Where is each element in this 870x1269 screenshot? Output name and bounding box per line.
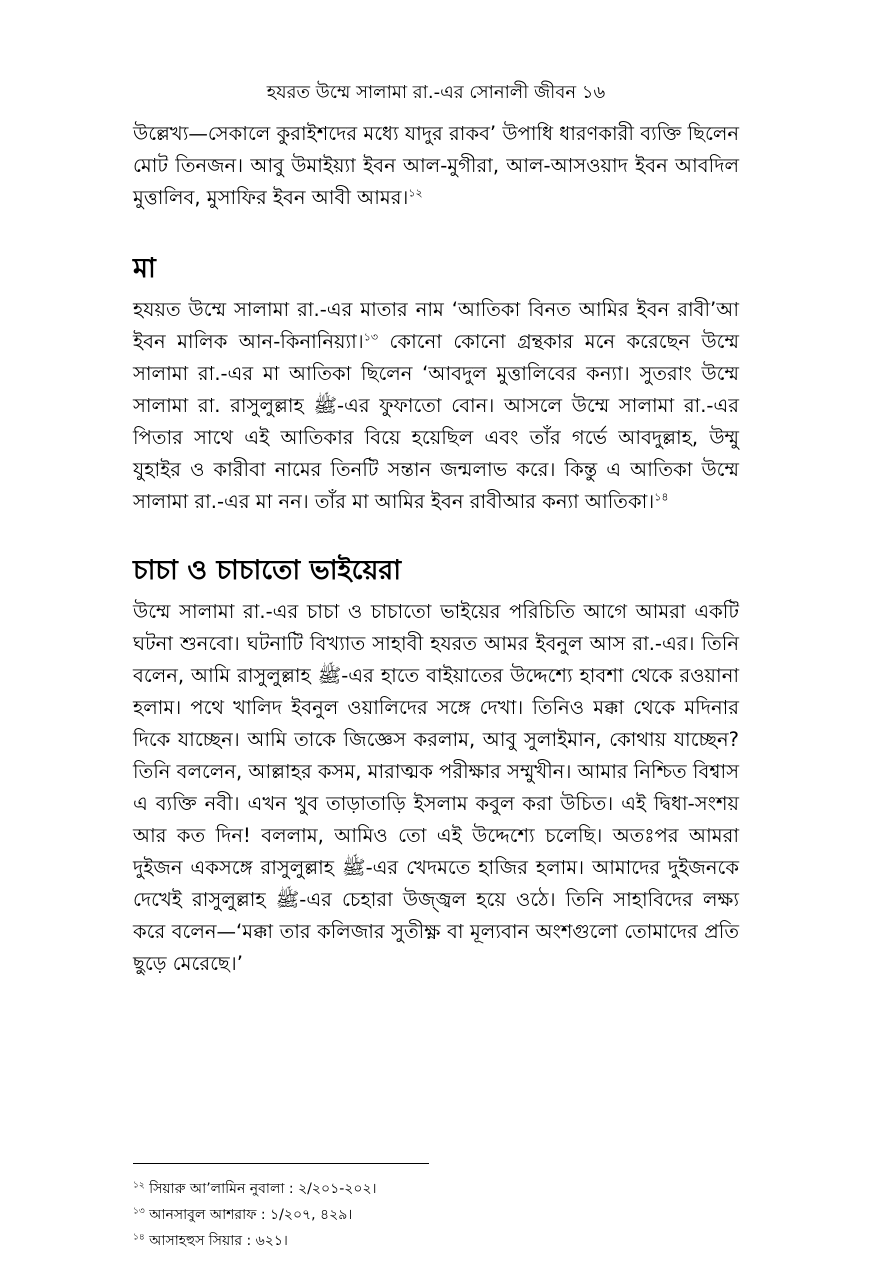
uncles-paragraph: উম্মে সালামা রা.-এর চাচা ও চাচাতো ভাইয়ের পরিচিতি আগে আমরা একটি ঘটনা শুনবো। ঘটনাটি বিখ্যাত সাহাবী হযরত আমর ইবনুল আস রা.-এর। তিনি বলেন, আমি রাসুলুল্লাহ ﷺ-এর হাতে বাইয়াতের উদ্দেশ্যে হাবশা থেকে রওয়ানা হলাম। পথে খালিদ ইবনুল ওয়ালিদের সঙ্গে দেখা। তিনিও মক্কা থেকে মদিনার দিকে যাচ্ছেন। আমি তাকে জিজ্ঞেস করলাম, আবু সুলাইমান, কোথায় যাচ্ছেন? তিনি বললেন, আল্লাহর কসম, মারাত্মক পরীক্ষার সম্মুখীন। আমার নিশ্চিত বিশ্বাস এ ব্যক্তি নবী। এখন খুব তাড়াতাড়ি ইসলাম কবুল করা উচিত। এই দ্বিধা-সংশয় আর কত দিন! বললাম, আমিও তো এই উদ্দেশ্যে চলেছি। অতঃপর আমরা দুইজন একসঙ্গে রাসুলুল্লাহ ﷺ-এর খেদমতে হাজির হলাম। আমাদের দুইজনকে দেখেই রাসুলুল্লাহ ﷺ-এর চেহারা উজ্জ্বল হয়ে ওঠে। তিনি সাহাবিদের লক্ষ্য করে বলেন—‘মক্কা তার কলিজার সুতীক্ষ্ণ বা মূল্যবান অংশগুলো তোমাদের প্রতি ছুড়ে মেরেছে।’: [133, 600, 739, 975]
footnote-number: ১২: [133, 1180, 145, 1191]
section-heading-uncles: চাচা ও চাচাতো ভাইয়েরা: [133, 555, 402, 586]
footnotes: [133, 1176, 739, 1254]
footnote-text: সিয়ারু আ’লামিন নুবালা : ২/২০১-২০২।: [144, 1181, 377, 1197]
mother-paragraph: [133, 294, 739, 518]
page-body: [133, 78, 739, 980]
mother-text-part2: কোনো কোনো গ্রন্থকার মনে করেছেন উম্মে সালামা রা.-এর মা আতিকা ছিলেন ‘আবদুল মুত্তালিবের কন্যা। সুতরাং উম্মে সালামা রা. রাসুলুল্লাহ ﷺ-এর ফুফাতো বোন। আসলে উম্মে সালামা রা.-এর পিতার সাথে এই আতিকার বিয়ে হয়েছিল এবং তাঁর গর্ভে আবদুল্লাহ, উম্মু যুহাইর ও কারীবা নামের তিনটি সন্তান জন্মলাভ করে। কিন্তু এ আতিকা উম্মে সালামা রা.-এর মা নন। তাঁর মা আমির ইবন রাবীআর কন্যা আতিকা।: [133, 330, 739, 513]
footnote-14: [133, 1228, 739, 1254]
footnote-ref-13[interactable]: ১৩: [363, 330, 379, 344]
running-head: হযরত উম্মে সালামা রা.-এর সোনালী জীবন ১৬: [266, 82, 606, 103]
intro-paragraph: [133, 118, 739, 214]
intro-text: উল্লেখ্য—সেকালে কুরাইশদের মধ্যে যাদুর রাকব’ উপাধি ধারণকারী ব্যক্তি ছিলেন মোট তিনজন। আবু উমাইয়্যা ইবন আল-মুগীরা, আল-আসওয়াদ ইবন আবদিল মুত্তালিব, মুসাফির ইবন আবী আমর।: [133, 122, 739, 209]
footnote-divider: [133, 1163, 429, 1164]
mother-text-part1: হযয়ত উম্মে সালামা রা.-এর মাতার নাম ‘আতিকা বিনত আমির ইবন রাবী’আ ইবন মালিক আন-কিনানিয়্যা।: [133, 298, 739, 353]
footnote-text: আনসাবুল আশরাফ : ১/২০৭, ৪২৯।: [144, 1207, 353, 1223]
footnote-number: ১৩: [133, 1206, 145, 1217]
footnote-number: ১৪: [133, 1232, 145, 1243]
footnote-text: আসাহহুস সিয়ার : ৬২১।: [144, 1233, 288, 1249]
footnote-ref-12[interactable]: ১২: [408, 186, 423, 200]
footnote-ref-14[interactable]: ১৪: [654, 490, 669, 504]
footnote-13: [133, 1202, 739, 1228]
footnote-12: [133, 1176, 739, 1202]
section-heading-mother: মা: [133, 253, 156, 284]
